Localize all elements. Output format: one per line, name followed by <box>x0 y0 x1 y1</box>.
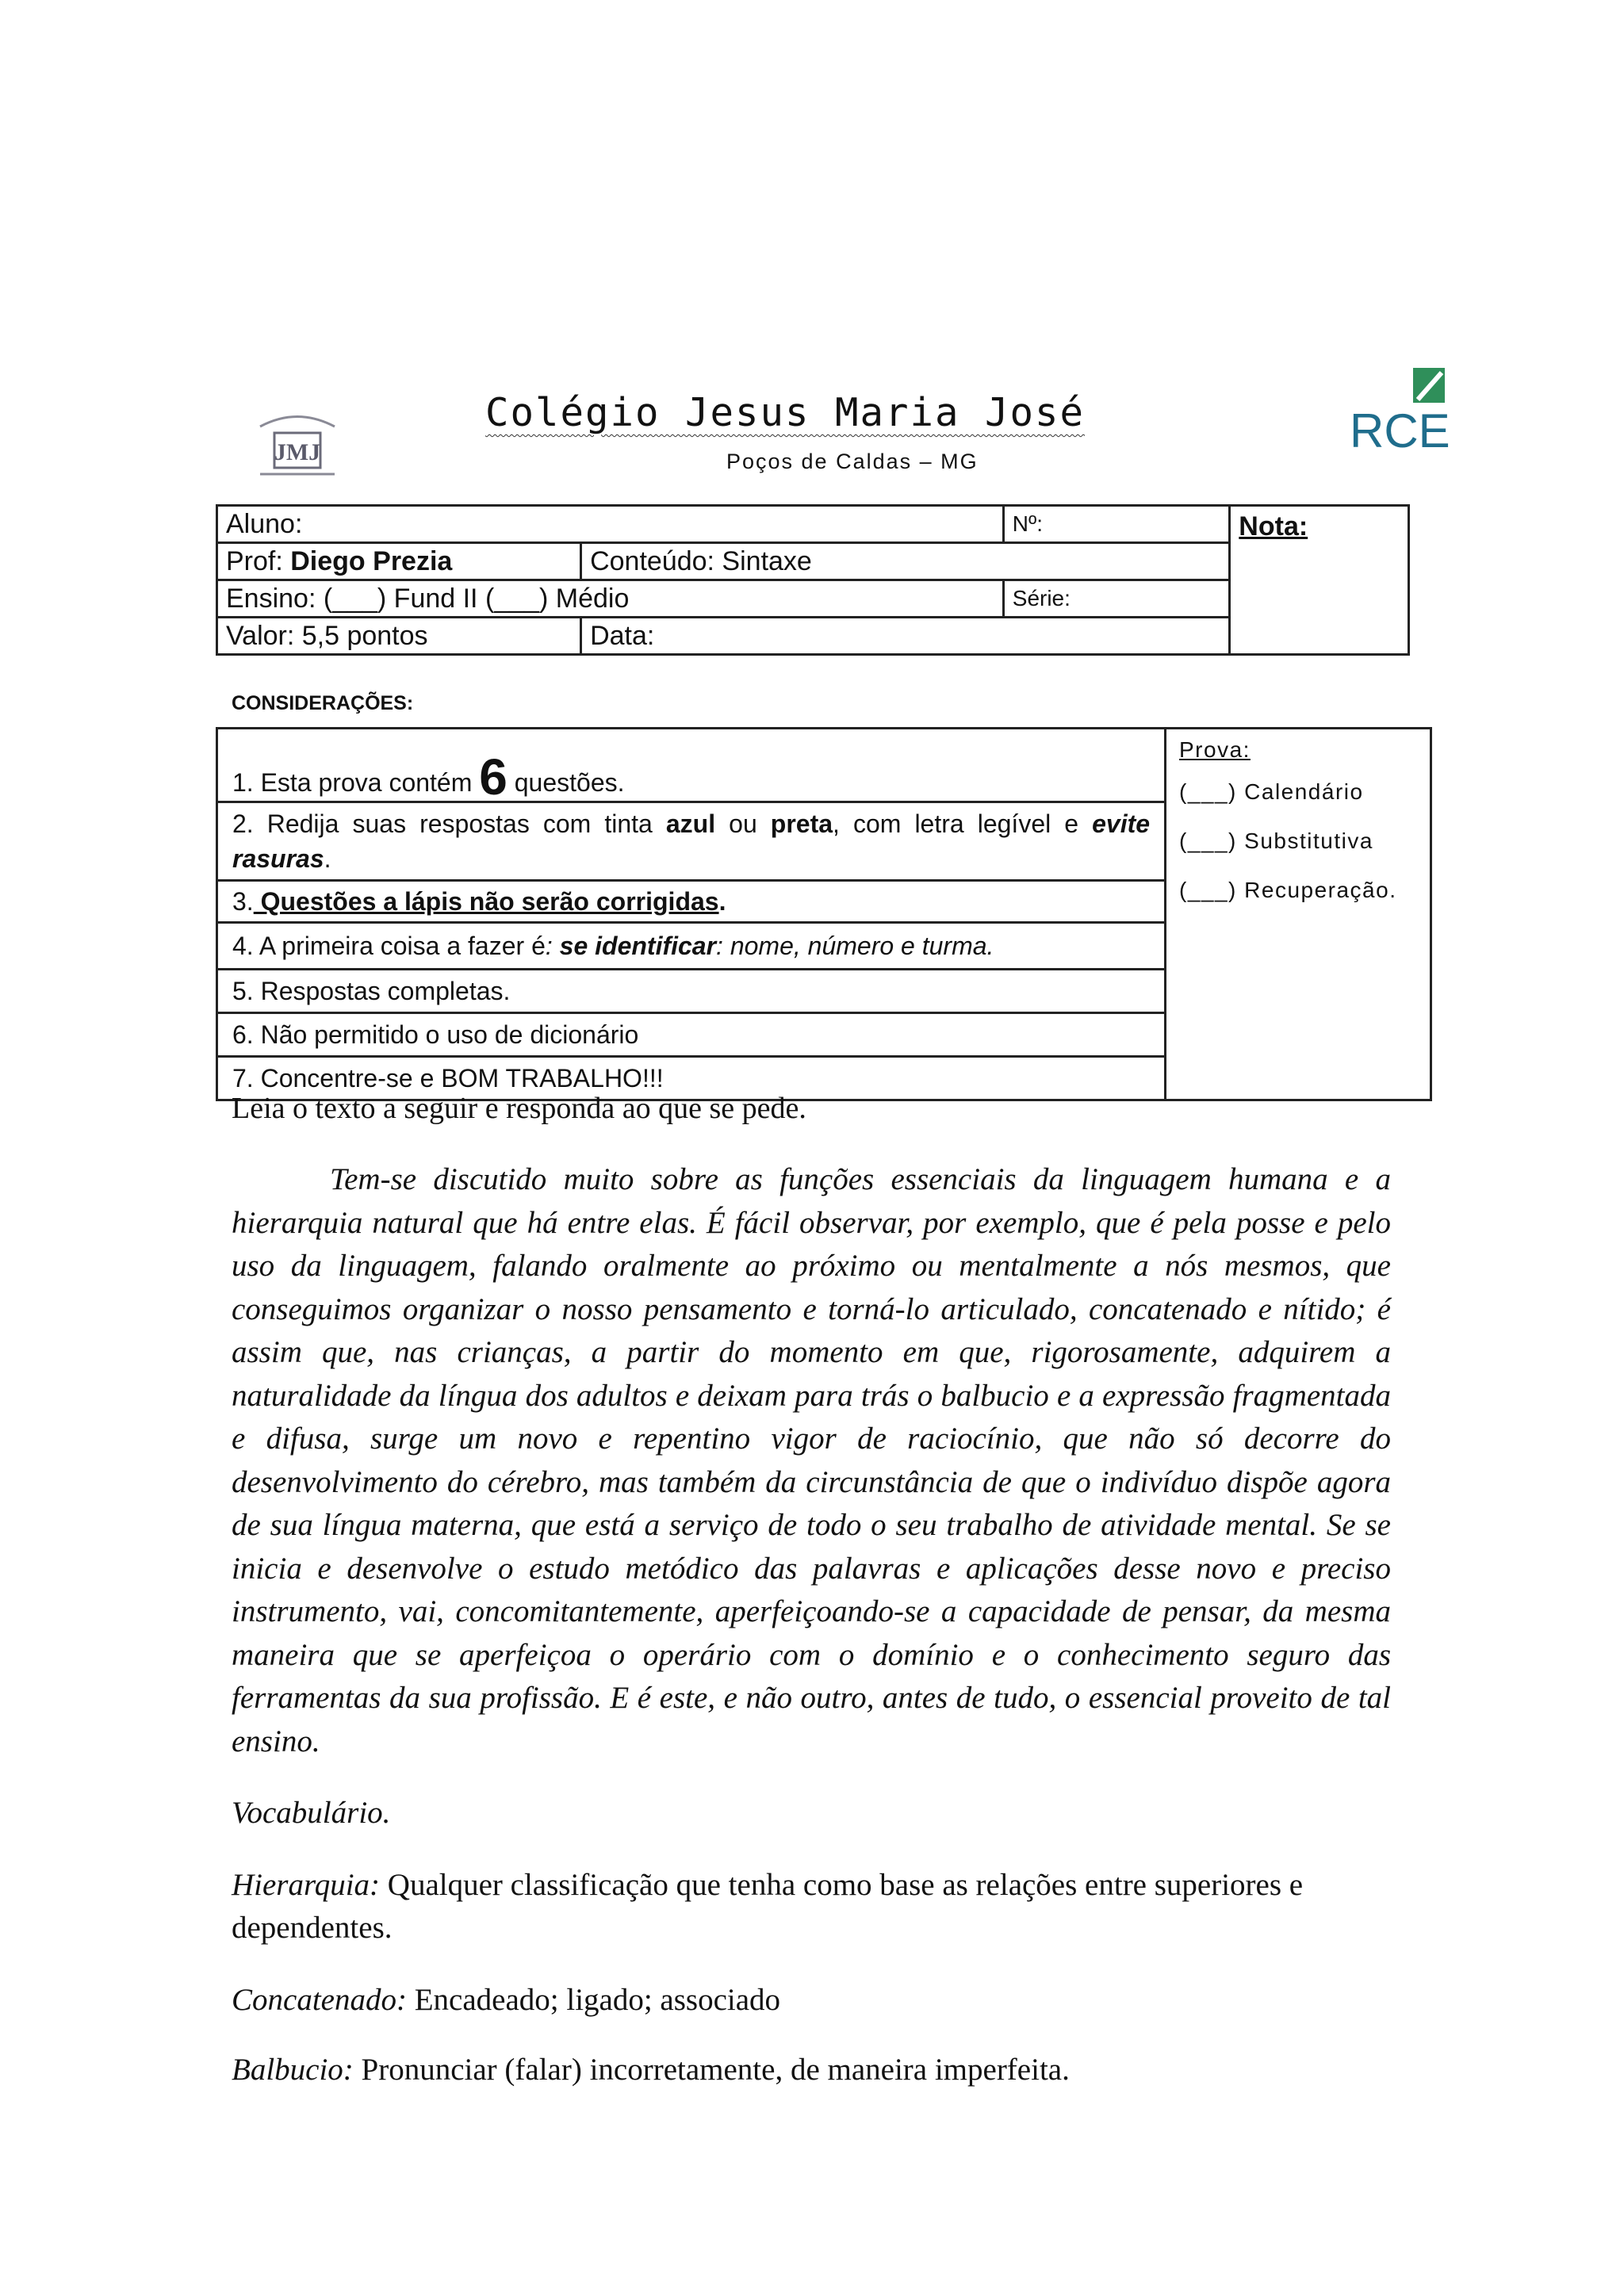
rule-1-text: 1. Esta prova contém <box>232 768 480 797</box>
rule-2-text: 2. Redija suas respostas com tinta <box>232 809 666 838</box>
consideracoes-title: CONSIDERAÇÕES: <box>232 692 414 714</box>
rule-2-end: . <box>324 844 331 873</box>
rule-3-num: 3. <box>232 886 254 916</box>
vocab-item-balbucio <box>232 2049 1391 2091</box>
prof-label: Prof: <box>226 545 291 576</box>
rule-3-text: Questões a lápis não serão corrigidas <box>253 886 719 916</box>
rce-logo <box>1348 365 1459 476</box>
vocab-term: Concatenado: <box>232 1983 407 2017</box>
vocab-term: Hierarquia: <box>232 1868 381 1902</box>
conteudo-field: Conteúdo: Sintaxe <box>581 543 1230 580</box>
reading-passage: Tem-se discutido muito sobre as funções essenciais da linguagem humana e a hierarquia natural que há entre elas. É fácil observar, por exemplo, que é pela posse e pelo uso da linguagem, falando oralmente ao próximo ou mentalmente a nós mesmos, que conseguimos organizar o nosso pensamento e torná-lo articulado, concatenado e nítido; é assim que, nas crianças, a partir do momento em que, rigorosamente, adquirem a naturalidade da língua dos adultos e deixam para trás o balbucio e a expressão fragmentada e difusa, surge um novo e repentino vigor de raciocínio, que não só decorre do desenvolvimento do cérebro, mas também da circunstância de que o indivíduo dispõe agora de sua língua materna, que está a serviço de todo o seu trabalho de atividade mental. Se se inicia e desenvolve o estudo metódico das palavras e aplicações desse novo e preciso instrumento, vai, concomitantemente, aperfeiçoando-se a capacidade de pensar, da mesma maneira que se aperfeiçoa o operário com o domínio e o conhecimento seguro das ferramentas da sua profissão. E é este, e não outro, antes de tudo, o essencial proveito de tal ensino. <box>232 1162 1391 1758</box>
question-count: 6 <box>479 748 508 806</box>
rule-2-text-b: , com letra legível e <box>833 809 1093 838</box>
rule-2 <box>217 802 1166 881</box>
rules-table <box>216 727 1432 1101</box>
vocab-definition: Qualquer classificação que tenha como base as relações entre superiores e dependentes. <box>232 1868 1304 1945</box>
rule-1-text-end: questões. <box>507 768 625 797</box>
rule-3 <box>217 881 1166 923</box>
vocab-definition: Encadeado; ligado; associado <box>406 1983 781 2017</box>
rule-4 <box>217 923 1166 970</box>
logo-right-text: RCE <box>1350 404 1450 457</box>
school-city: Poços de Caldas – MG <box>726 450 979 473</box>
prof-field <box>217 543 581 580</box>
rule-2-ou: ou <box>715 809 771 838</box>
rule-4-details: : nome, número e turma. <box>716 931 994 960</box>
rule-4-text: 4. A primeira coisa a fazer é <box>232 931 546 960</box>
ensino-field[interactable]: Ensino: (___) Fund II (___) Médio <box>217 580 1004 618</box>
prova-substitutiva[interactable]: (___) Substitutiva <box>1179 828 1373 853</box>
vocabulary-title: Vocabulário. <box>232 1796 391 1830</box>
school-name: Colégio Jesus Maria José <box>485 390 1086 435</box>
numero-field[interactable]: Nº: <box>1003 506 1230 543</box>
vocab-item-concatenado <box>232 1979 1391 2022</box>
rule-2-evite: evite rasuras <box>232 809 1151 873</box>
serie-field[interactable]: Série: <box>1003 580 1230 618</box>
vocab-definition: Pronunciar (falar) incorretamente, de maneira imperfeita. <box>353 2053 1070 2087</box>
reading-instruction: Leia o texto a seguir e responda ao que se pede. <box>232 1092 806 1125</box>
prova-calendario[interactable]: (___) Calendário <box>1179 779 1364 804</box>
logo-left-text: JMJ <box>274 439 321 465</box>
rule-5: 5. Respostas completas. <box>217 970 1166 1013</box>
rule-2-preta: preta <box>770 809 833 838</box>
rule-2-azul: azul <box>665 809 716 838</box>
prova-title: Prova: <box>1179 737 1251 762</box>
prof-name: Diego Prezia <box>290 545 453 576</box>
prova-box <box>1166 729 1431 1100</box>
data-field[interactable]: Data: <box>581 618 1230 655</box>
rule-4-se-identificar: se identificar <box>559 931 717 960</box>
rule-4-colon: : <box>545 931 560 960</box>
rule-6: 6. Não permitido o uso de dicionário <box>217 1013 1166 1057</box>
aluno-field[interactable]: Aluno: <box>217 506 1004 543</box>
valor-field: Valor: 5,5 pontos <box>217 618 581 655</box>
student-info-table <box>216 504 1410 656</box>
school-logo <box>244 403 350 490</box>
rule-1 <box>217 729 1166 806</box>
prova-recuperacao[interactable]: (___) Recuperação. <box>1179 878 1397 902</box>
vocab-term: Balbucio: <box>232 2053 354 2087</box>
vocab-item-hierarquia <box>232 1864 1391 1950</box>
nota-field[interactable]: Nota: <box>1230 506 1409 655</box>
rule-3-end: . <box>718 886 726 916</box>
rule-7: 7. Concentre-se e BOM TRABALHO!!! <box>217 1057 1166 1100</box>
